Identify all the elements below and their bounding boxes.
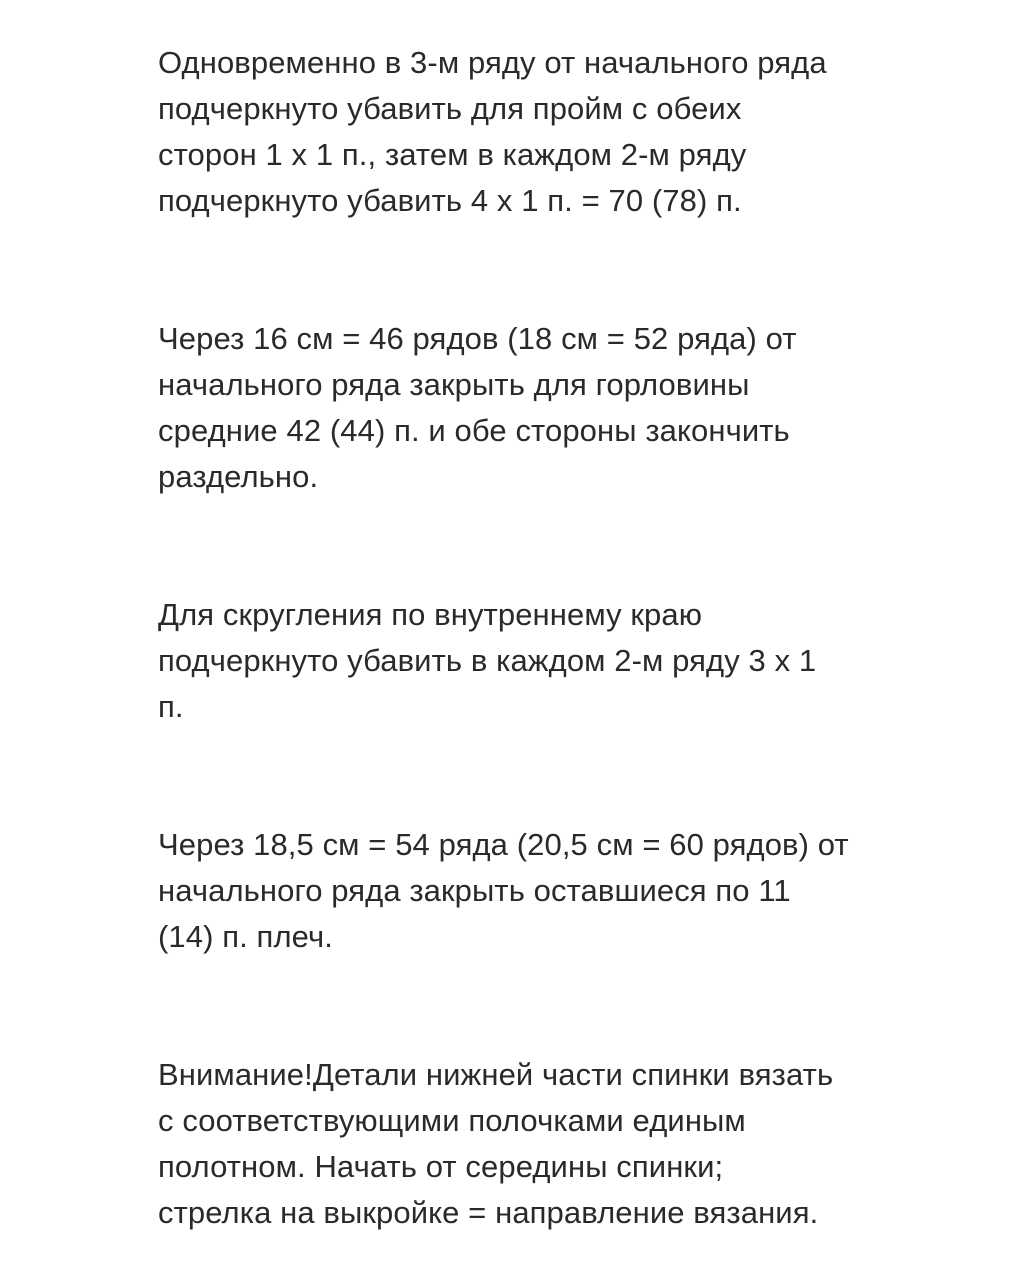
paragraph-5-line-4: стрелка на выкройке = направление вязания. bbox=[158, 1195, 819, 1230]
paragraph-2-line-1: Через 16 см = 46 рядов (18 см = 52 ряда) от bbox=[158, 321, 797, 356]
paragraph-2-line-3: средние 42 (44) п. и обе стороны закончить bbox=[158, 413, 790, 448]
paragraph-1-line-4: подчеркнуто убавить 4 х 1 п. = 70 (78) п. bbox=[158, 183, 742, 218]
paragraph-4-line-2: начального ряда закрыть оставшиеся по 11 bbox=[158, 873, 791, 908]
paragraph-1-line-2: подчеркнуто убавить для пройм с обеих bbox=[158, 91, 742, 126]
paragraph-5-line-1: Внимание!Детали нижней части спинки вязать bbox=[158, 1057, 834, 1092]
paragraph-5-line-3: полотном. Начать от середины спинки; bbox=[158, 1149, 724, 1184]
paragraph-1-line-1: Одновременно в 3-м ряду от начального ряда bbox=[158, 45, 827, 80]
paragraph-2-line-2: начального ряда закрыть для горловины bbox=[158, 367, 750, 402]
paragraph-1-line-3: сторон 1 х 1 п., затем в каждом 2-м ряду bbox=[158, 137, 747, 172]
paragraph-2-line-4: раздельно. bbox=[158, 459, 319, 494]
paragraph-4-line-1: Через 18,5 см = 54 ряда (20,5 см = 60 рядов) от bbox=[158, 827, 849, 862]
paragraph-4-line-3: (14) п. плеч. bbox=[158, 919, 333, 954]
paragraph-3-line-2: подчеркнуто убавить в каждом 2-м ряду 3 х 1 bbox=[158, 643, 817, 678]
paragraph-3-line-3: п. bbox=[158, 689, 184, 724]
paragraph-3-line-1: Для скругления по внутреннему краю bbox=[158, 597, 703, 632]
paragraph-5-line-2: с соответствующими полочками единым bbox=[158, 1103, 746, 1138]
